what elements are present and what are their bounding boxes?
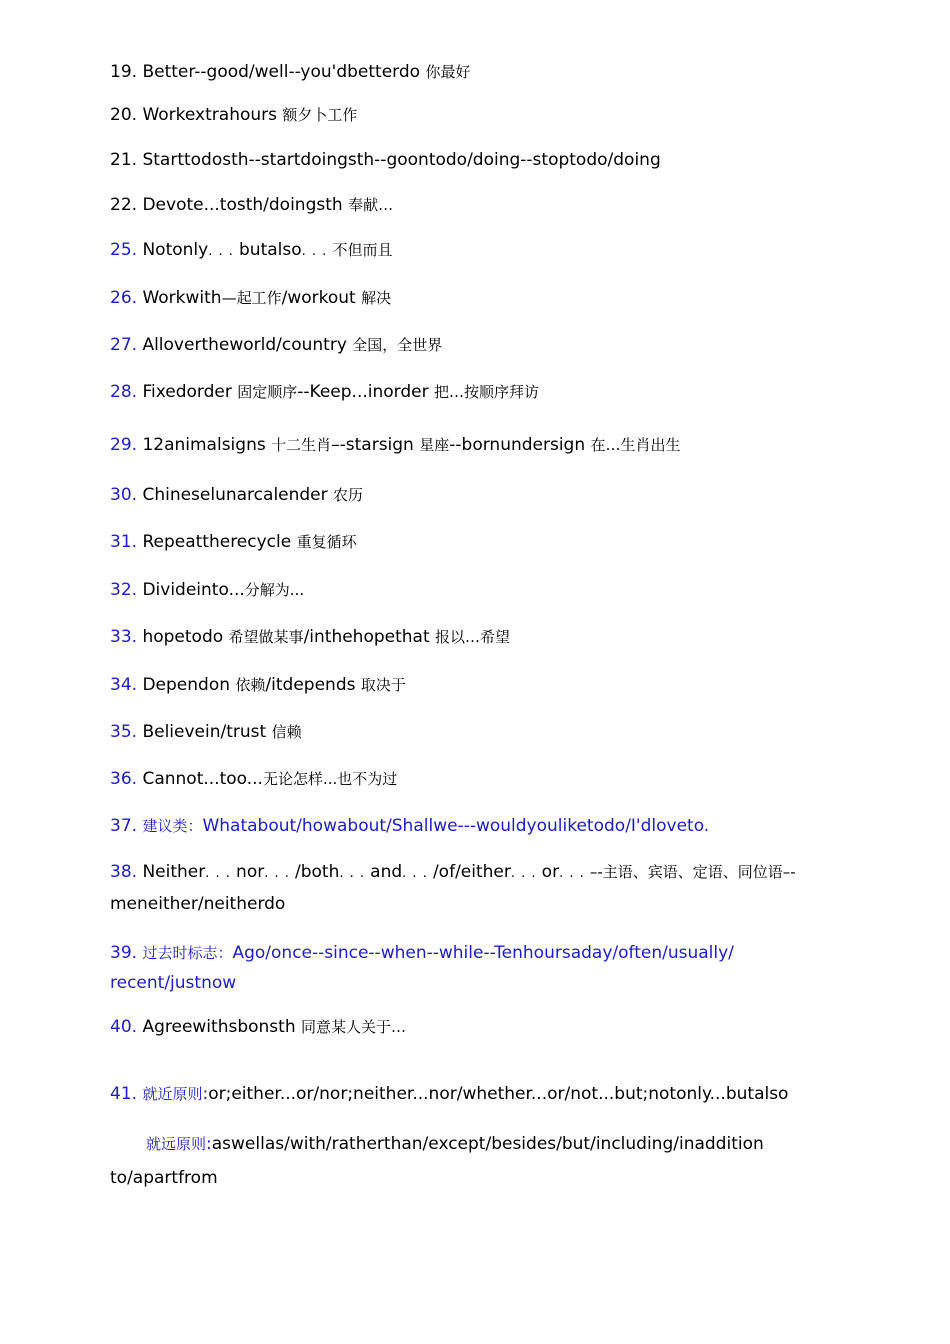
ellipsis: . . . <box>264 866 296 881</box>
item-number: 35. <box>110 722 138 742</box>
item-translation: 无论怎样...也不为过 <box>262 770 398 788</box>
item-translation: —起工作 <box>221 289 282 307</box>
item-text: Chineselunarcalender <box>142 485 334 505</box>
list-item <box>110 334 840 356</box>
item-text: Divideinto... <box>142 580 245 600</box>
ellipsis: . . . <box>559 866 590 881</box>
item-number: 25. <box>110 240 138 260</box>
ellipsis: . . . <box>301 244 333 259</box>
ellipsis: . . . <box>510 866 542 881</box>
item-text: --Keep...inorder <box>297 382 434 402</box>
item-text: Notonly <box>142 240 209 260</box>
item-text: Repeattherecycle <box>142 532 297 552</box>
item-translation: 不但而且 <box>332 241 393 259</box>
item-text: recent/justnow <box>110 973 237 993</box>
item-text: meneither/neitherdo <box>110 894 286 914</box>
item-number: 33. <box>110 627 138 647</box>
item-translation: 取决于 <box>360 676 406 694</box>
item-number: 34. <box>110 675 138 695</box>
list-item <box>110 1083 840 1105</box>
item-number: 37. <box>110 816 138 836</box>
list-item <box>110 194 840 216</box>
item-text: hopetodo <box>142 627 229 647</box>
item-text: –-starsign <box>331 435 420 455</box>
list-item <box>110 579 840 601</box>
item-translation: –-主语、宾语、定语、同位语–- <box>589 863 796 881</box>
list-item <box>110 674 840 696</box>
item-number: 29. <box>110 435 138 455</box>
item-text: or;either...or/nor;neither...nor/whether...or/not...but;notonly...butalso <box>208 1084 789 1104</box>
item-translation: 同意某人关于… <box>301 1018 407 1036</box>
item-translation: 你最好 <box>425 63 471 81</box>
ellipsis: . . . <box>205 866 237 881</box>
colon: : <box>202 1084 209 1104</box>
item-translation: 星座 <box>419 436 450 454</box>
list-item <box>110 626 840 648</box>
item-text: aswellas/with/ratherthan/except/besides/but/including/inaddition <box>211 1134 764 1154</box>
colon: : <box>206 1134 212 1154</box>
item-number: 41. <box>110 1084 138 1104</box>
list-item <box>110 857 840 919</box>
list-item <box>110 815 840 837</box>
item-text: Better--good/well--you'dbetterdo <box>142 62 426 82</box>
item-text: nor <box>236 862 265 882</box>
item-number: 36. <box>110 769 138 789</box>
item-text: Starttodosth--startdoingsth--goontodo/doing--stoptodo/doing <box>142 150 661 170</box>
item-heading: 就远原则 <box>146 1135 207 1153</box>
item-translation: 固定顺序 <box>237 383 298 401</box>
ellipsis: . . . <box>402 866 433 881</box>
item-text: /itdepends <box>265 675 361 695</box>
list-item <box>110 1016 840 1038</box>
item-text: 12animalsigns <box>142 435 272 455</box>
item-text: /workout <box>281 288 362 308</box>
item-number: 26. <box>110 288 138 308</box>
item-number: 27. <box>110 335 138 355</box>
item-text: /of/either <box>432 862 511 882</box>
item-text: Agreewithsbonsth <box>142 1017 301 1037</box>
item-translation: 在…生肖出生 <box>590 436 681 454</box>
item-number: 31. <box>110 532 138 552</box>
item-text: to/apartfrom <box>110 1168 218 1188</box>
item-text: /both <box>295 862 340 882</box>
ellipsis: . . . <box>339 866 371 881</box>
item-translation: 把…按顺序拜访 <box>434 383 540 401</box>
item-translation: 全国，全世界 <box>352 336 443 354</box>
item-text: butalso <box>239 240 302 260</box>
item-text: Fixedorder <box>142 382 238 402</box>
item-translation: 依赖 <box>235 676 266 694</box>
item-text: Believein/trust <box>142 722 272 742</box>
item-number: 28. <box>110 382 138 402</box>
item-text: Devote...tosth/doingsth <box>142 195 349 215</box>
list-item <box>110 381 840 403</box>
item-text: or <box>541 862 560 882</box>
item-text: and <box>370 862 403 882</box>
item-translation: 额夕卜工作 <box>282 106 358 124</box>
item-text: Ago/once--since--when--while--Tenhoursaday/often/usually/ <box>232 943 734 963</box>
item-text: Cannot...too... <box>142 769 263 789</box>
list-item <box>110 531 840 553</box>
item-translation: 重复循环 <box>296 533 357 551</box>
item-text: Neither <box>142 862 206 882</box>
list-item <box>110 484 840 506</box>
item-text: Workwith <box>142 288 222 308</box>
item-number: 22. <box>110 195 138 215</box>
item-heading: 建议类： <box>142 817 203 835</box>
list-item <box>110 768 840 790</box>
item-number: 32. <box>110 580 138 600</box>
item-heading: 过去时标志： <box>142 944 233 962</box>
item-number: 38. <box>110 862 138 882</box>
item-text: Whatabout/howabout/Shallwe---wouldyouliketodo/I'dloveto. <box>202 816 710 836</box>
item-text: Workextrahours <box>142 105 283 125</box>
ellipsis: . . . <box>208 244 239 259</box>
item-number: 40. <box>110 1017 138 1037</box>
item-translation: 报以…希望 <box>435 628 511 646</box>
item-text: Allovertheworld/country <box>142 335 353 355</box>
list-item <box>110 938 840 998</box>
item-number: 39. <box>110 943 138 963</box>
item-number: 19. <box>110 62 138 82</box>
item-text: /inthehopethat <box>303 627 436 647</box>
item-number: 30. <box>110 485 138 505</box>
list-item <box>110 1127 840 1195</box>
item-text: Dependon <box>142 675 236 695</box>
list-item <box>110 149 840 171</box>
list-item <box>110 721 840 743</box>
item-translation: 十二生肖 <box>271 436 332 454</box>
list-item <box>110 61 840 83</box>
list-item <box>110 239 840 263</box>
item-translation: 希望做某事 <box>228 628 304 646</box>
item-translation: 奉献… <box>348 196 394 214</box>
list-item <box>110 287 840 309</box>
item-text: --bornundersign <box>449 435 591 455</box>
item-translation: 信赖 <box>271 723 302 741</box>
item-number: 20. <box>110 105 138 125</box>
item-number: 21. <box>110 150 138 170</box>
item-translation: 分解为... <box>244 581 305 599</box>
item-heading: 就近原则 <box>142 1085 203 1103</box>
item-translation: 农历 <box>333 486 364 504</box>
list-item <box>110 434 840 456</box>
list-item <box>110 104 840 126</box>
item-translation: 解决 <box>361 289 392 307</box>
